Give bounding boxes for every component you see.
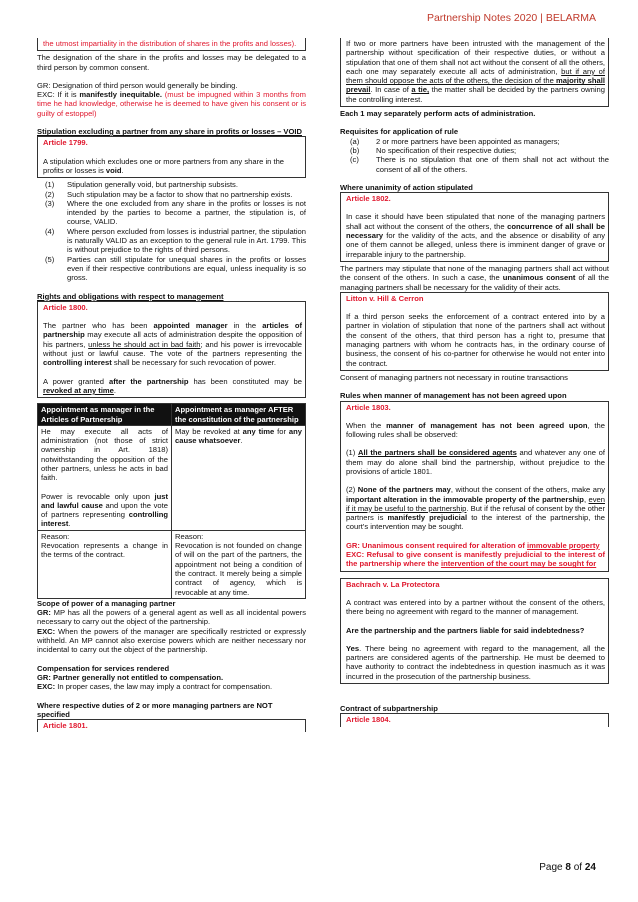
article-1803-text: When the manner of management has not been agreed upon, the following rules shall be observed: <box>346 420 605 440</box>
right-column <box>340 38 609 729</box>
table-header-cell: Appointment as manager AFTER the constitution of the partnership <box>172 404 306 426</box>
list-item: (c) There is no stipulation that one of them shall not act without the consent of all of the others. <box>350 155 609 174</box>
table-header-row <box>38 404 306 426</box>
list-item: (4) Where person excluded from losses is industrial partner, the stipulation is naturally VALID as an exception to the general rule in Art. 1799. This is without prejudice to the rights of third persons. <box>45 226 306 255</box>
compensation-exc: EXC: In proper cases, the law may imply a contract for compensation. <box>37 682 273 692</box>
article-1800-title: Article 1800. <box>43 302 88 312</box>
article-1799-box <box>37 136 306 178</box>
article-1803-rule-2: (2) None of the partners may, without the consent of the others, make any important alteration in the immovable property of the partnership, even if it may be useful to the partnership. But if the refusal of consent by the other partners is manifestly prejudicial to the interest of the partnership, the court's intervention may be sought. <box>346 485 606 532</box>
heading-subpartnership: Contract of subpartnership <box>340 704 438 714</box>
bachrach-answer: Yes. There being no agreement with regard to the management, all the partners are considered agents of the partnership. He must be deemed to have authority to contract the indebtedness in question inasmuch as it was incurred in the prosecution of the partnership business. <box>346 643 605 681</box>
table-cell: He may execute all acts of administration (not those of strict ownership in Art. 1818) notwithstanding the opposition of the other partners, unless he acts in bad faith. Power is revocable only upon just and lawful cause and upon the vote of partners representing controlling interest. <box>38 425 172 530</box>
article-1803-rule-1: (1) All the partners shall be considered agents and whatever any one of them may do alone shall bind the partnership, without prejudice to the provisions of article 1801. <box>346 448 606 476</box>
exc-refusal-consent: EXC: Refusal to give consent is manifestly prejudicial to the interest of the partnership where the intervention of the court may be sought for <box>346 550 605 569</box>
bachrach-case-box <box>340 578 609 684</box>
table-header-cell: Appointment as manager in the Articles of Partnership <box>38 404 172 426</box>
heading-duties: Where respective duties of 2 or more managing partners are NOT specified <box>37 700 273 719</box>
heading-rules: Rules when manner of management has not been agreed upon <box>340 391 567 401</box>
bachrach-case-text: A contract was entered into by a partner without the consent of the others, there being no agreement with regard to the manner of management. <box>346 597 605 617</box>
scope-exc: EXC: When the powers of the manager are specifically restricted or expressly withheld. An MP cannot also exercise powers which are neither necessary nor incidental to carry out the object of the partnership. <box>37 626 306 655</box>
requisites-list <box>340 137 609 174</box>
table-cell: Reason: Revocation is not founded on change of will on the part of the partners, the appointment not being a condition of the contract. It merely being a simple contract of agency, which is revocable at any time. <box>172 530 306 598</box>
list-item: (1) Stipulation generally void, but partnership subsists. <box>45 180 238 190</box>
table-cell: Reason: Revocation represents a change in the terms of the contract. <box>38 530 172 598</box>
heading-scope: Scope of power of a managing partner <box>37 598 176 608</box>
designation-text: The designation of the share in the profits and losses may be delegated to a third person by common consent. <box>37 53 306 72</box>
heading-unanimity: Where unanimity of action stipulated <box>340 182 473 192</box>
article-1803-box <box>340 401 609 572</box>
exc-designation: EXC: If it is manifestly inequitable. (must be impugned within 3 months from time he had knowledge, otherwise he is deemed to have given his consent or is guilty of estoppel) <box>37 90 306 118</box>
continued-text: the utmost impartiality in the distribution of shares in the profits and losses). <box>43 39 297 48</box>
litton-case-title: Litton v. Hill & Cerron <box>346 293 424 303</box>
article-1804-title: Article 1804. <box>346 715 391 725</box>
heading-stipulation: Stipulation excluding a partner from any share in profits or losses – VOID <box>37 127 302 137</box>
article-1799-title: Article 1799. <box>43 138 88 148</box>
page-footer: Page 8 of 24 <box>539 861 596 873</box>
heading-rights: Rights and obligations with respect to management <box>37 291 224 301</box>
page-header: Partnership Notes 2020 | BELARMA <box>426 12 596 24</box>
article-1801-title: Article 1801. <box>43 721 88 731</box>
article-1800-box <box>37 301 306 398</box>
table-row <box>38 530 306 598</box>
gr-unanimous-consent: GR: Unanimous consent required for alteration of immovable property <box>346 540 600 550</box>
list-item: (3) Where the one excluded from any share in the profits or losses is not intended by the parties to become a partner, the stipulation is, of course, VALID. <box>45 198 306 227</box>
appointment-table <box>37 403 306 599</box>
litton-case-box <box>340 292 609 371</box>
article-1802-title: Article 1802. <box>346 194 391 204</box>
table-cell: May be revoked at any time for any cause whatsoever. <box>172 425 306 530</box>
list-item: (a) 2 or more partners have been appointed as managers; <box>350 136 560 146</box>
article-1801-box <box>37 719 306 732</box>
article-1802-box <box>340 192 609 262</box>
after-1802-text: The partners may stipulate that none of the managing partners shall act without the consent of the others. In such a case, the unanimous consent of all the managing partners shall be necessary for the validity of their acts. <box>340 263 609 292</box>
article-1804-box <box>340 713 609 727</box>
consent-line: Consent of managing partners not necessary in routine transactions <box>340 372 568 382</box>
article-1802-text: In case it should have been stipulated that none of the managing partners shall act without the consent of the others, the concurrence of all shall be necessary for the validity of the acts, and the absence or disability of any one of them cannot be alleged, unless there is imminent danger of grave or irreparable injury to the partnership. <box>346 212 605 259</box>
scope-gr: GR: MP has all the powers of a general agent as well as all incidental powers necessary to carry out the object of the partnership. <box>37 608 306 627</box>
article-1801-text: If two or more partners have been intrusted with the management of the partnership without specification of their respective duties, or without a stipulation that one of them shall not act without the consent of all the others, each one may separately execute all acts of administration, but if any of them should oppose the acts of the others, the decision of the majority shall prevail. In case of a tie, the matter shall be decided by the partners owning the controlling interest. <box>346 39 605 104</box>
gr-designation: GR: Designation of third person would generally be binding. <box>37 80 238 90</box>
heading-compensation: Compensation for services rendered <box>37 663 170 673</box>
table-row <box>38 425 306 530</box>
article-1799-text: A stipulation which excludes one or more partners from any share in the profits or losses is void. <box>43 156 285 175</box>
litton-case-text: If a third person seeks the enforcement of a contract entered into by a partner in violation of stipulation that none of the partners shall act without the consent of the others, that third person has a right to, presume that managing partners with whom he contracts has, in the ordinary course of business, the consent of his co-partner for otherwise he would not enter into the contract. <box>346 312 605 368</box>
stipulation-list <box>37 180 306 282</box>
article-1803-title: Article 1803. <box>346 402 391 412</box>
left-column <box>37 38 306 734</box>
compensation-gr: GR: Partner generally not entitled to compensation. <box>37 672 224 682</box>
heading-requisites: Requisites for application of rule <box>340 127 459 137</box>
article-1801-continued-box <box>340 38 609 107</box>
continued-article-box <box>37 38 306 51</box>
list-item: (2) Such stipulation may be a factor to show that no partnership exists. <box>45 189 293 199</box>
list-item: (b) No specification of their respective duties; <box>350 145 517 155</box>
each-one-line: Each 1 may separately perform acts of administration. <box>340 109 536 119</box>
list-item: (5) Parties can still stipulate for unequal shares in the profits or losses even if their respective contributions are equal, unless inequality is so gross. <box>45 254 306 283</box>
bachrach-case-title: Bachrach v. La Protectora <box>346 579 440 589</box>
bachrach-question: Are the partnership and the partners liable for said indebtedness? <box>346 625 585 635</box>
article-1800-text: The partner who has been appointed manager in the articles of partnership may execute all acts of administration despite the opposition of his partners, unless he should act in bad faith; and his power is irrevocable without just or lawful cause. The vote of the partners representing the controlling interest shall be necessary for such revocation of power. <box>43 321 303 368</box>
article-1800-text-2: A power granted after the partnership has been constituted may be revoked at any time. <box>43 376 302 395</box>
